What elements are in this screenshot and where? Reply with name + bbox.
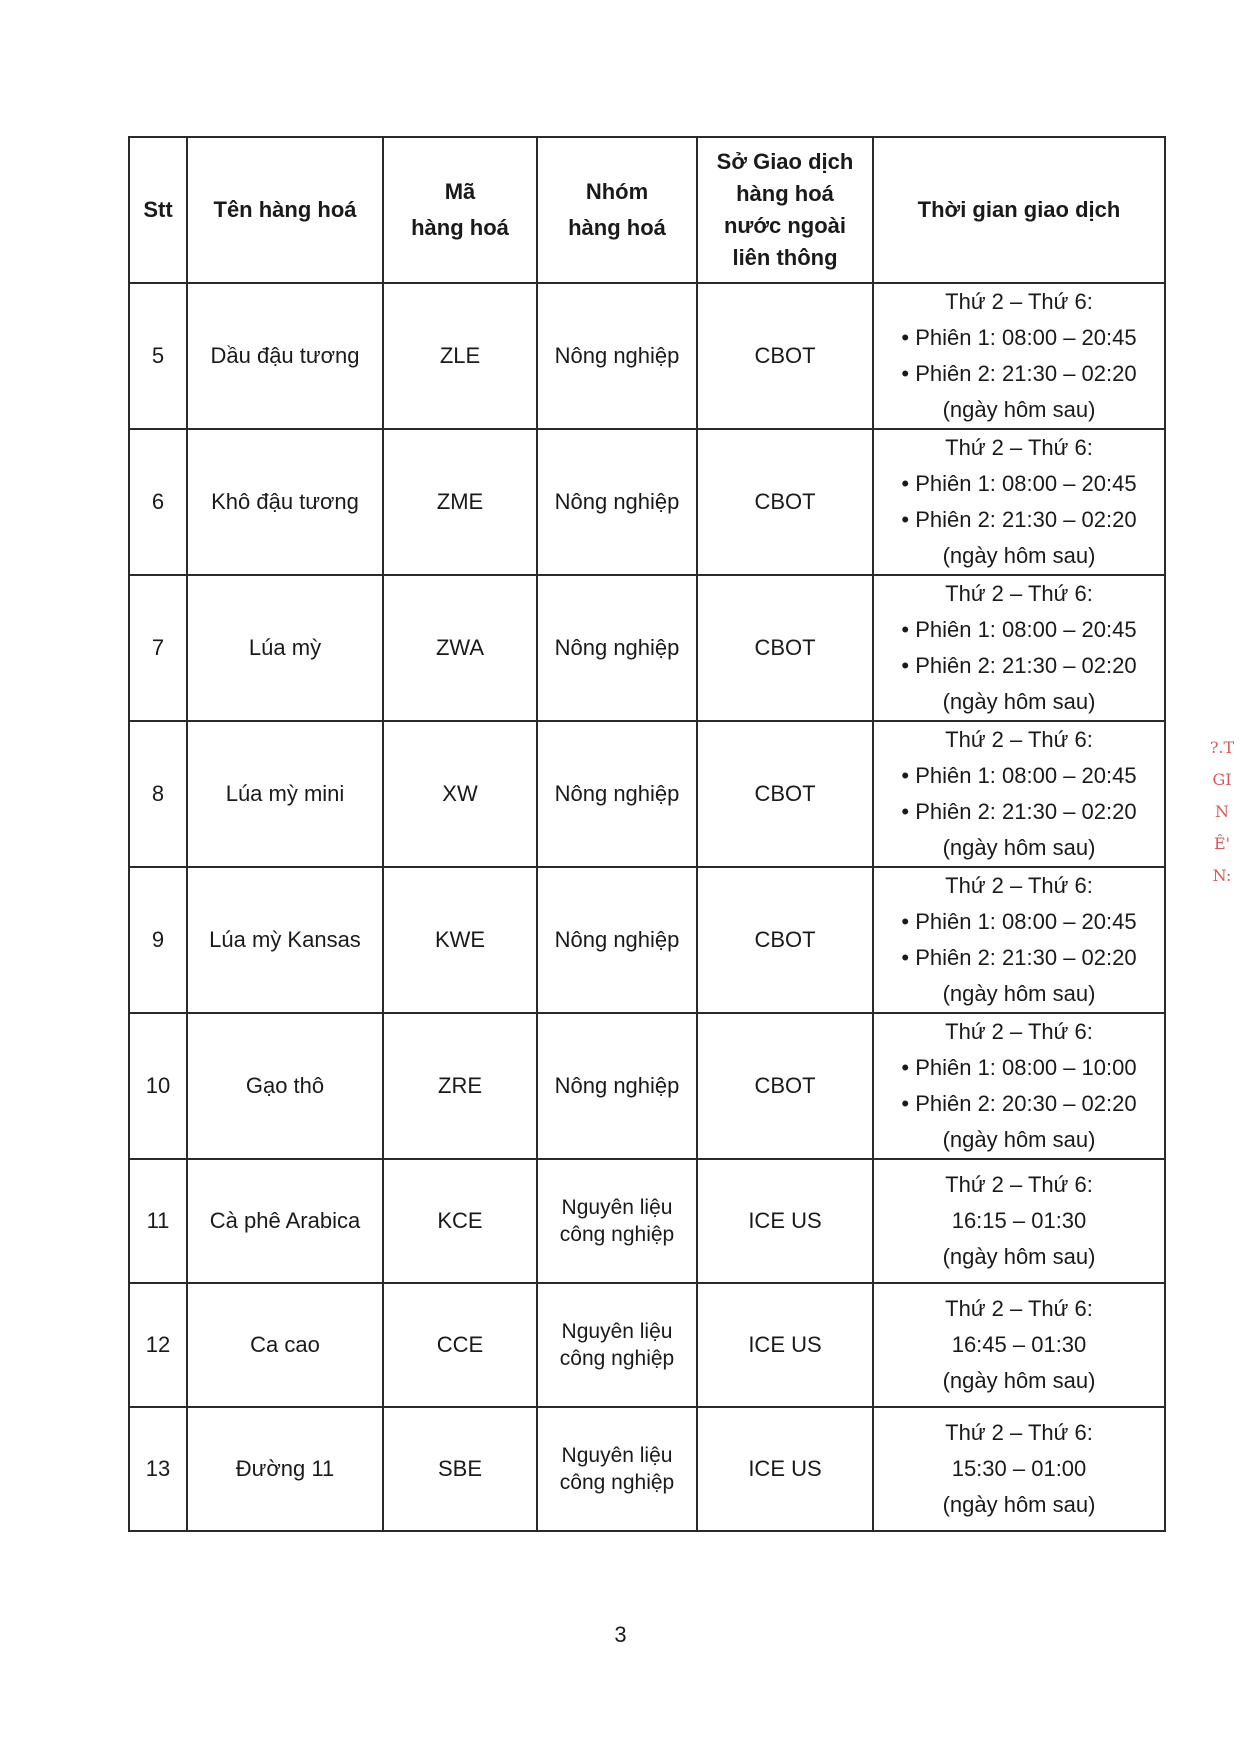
cell-exchange: CBOT — [697, 429, 873, 575]
table-row — [129, 429, 1165, 575]
cell-code: ZWA — [383, 575, 537, 721]
cell-group: Nguyên liệu công nghiệp — [537, 1159, 697, 1283]
cell-name: Khô đậu tương — [187, 429, 383, 575]
cell-stt: 8 — [129, 721, 187, 867]
stamp-text: ?.T — [1209, 738, 1235, 757]
cell-group: Nguyên liệu công nghiệp — [537, 1283, 697, 1407]
stamp-text: GI — [1212, 770, 1232, 789]
cell-exchange: CBOT — [697, 867, 873, 1013]
cell-trading-time: Thứ 2 – Thứ 6: • Phiên 1: 08:00 – 10:00 • Phiên 2: 20:30 – 02:20 (ngày hôm sau) — [873, 1013, 1165, 1159]
table-header-row — [129, 137, 1165, 283]
cell-name: Ca cao — [187, 1283, 383, 1407]
cell-name: Lúa mỳ Kansas — [187, 867, 383, 1013]
cell-exchange: CBOT — [697, 283, 873, 429]
table-row — [129, 1159, 1165, 1283]
cell-name: Cà phê Arabica — [187, 1159, 383, 1283]
cell-exchange: CBOT — [697, 721, 873, 867]
cell-trading-time: Thứ 2 – Thứ 6: • Phiên 1: 08:00 – 20:45 • Phiên 2: 21:30 – 02:20 (ngày hôm sau) — [873, 429, 1165, 575]
cell-trading-time: Thứ 2 – Thứ 6: 15:30 – 01:00 (ngày hôm sau) — [873, 1407, 1165, 1531]
stamp-text: N — [1215, 802, 1229, 821]
cell-trading-time: Thứ 2 – Thứ 6: • Phiên 1: 08:00 – 20:45 • Phiên 2: 21:30 – 02:20 (ngày hôm sau) — [873, 721, 1165, 867]
header-stt: Stt — [129, 137, 187, 283]
cell-stt: 12 — [129, 1283, 187, 1407]
commodity-trading-table — [128, 136, 1166, 1532]
cell-trading-time: Thứ 2 – Thứ 6: • Phiên 1: 08:00 – 20:45 • Phiên 2: 21:30 – 02:20 (ngày hôm sau) — [873, 283, 1165, 429]
cell-code: KWE — [383, 867, 537, 1013]
cell-code: ZME — [383, 429, 537, 575]
cell-name: Gạo thô — [187, 1013, 383, 1159]
header-group: Nhóm hàng hoá — [537, 137, 697, 283]
cell-stt: 6 — [129, 429, 187, 575]
cell-group: Nguyên liệu công nghiệp — [537, 1407, 697, 1531]
cell-trading-time: Thứ 2 – Thứ 6: • Phiên 1: 08:00 – 20:45 • Phiên 2: 21:30 – 02:20 (ngày hôm sau) — [873, 867, 1165, 1013]
table-row — [129, 1283, 1165, 1407]
header-name: Tên hàng hoá — [187, 137, 383, 283]
cell-code: ZRE — [383, 1013, 537, 1159]
stamp-text: N: — [1212, 866, 1232, 885]
cell-trading-time: Thứ 2 – Thứ 6: • Phiên 1: 08:00 – 20:45 • Phiên 2: 21:30 – 02:20 (ngày hôm sau) — [873, 575, 1165, 721]
cell-trading-time: Thứ 2 – Thứ 6: 16:15 – 01:30 (ngày hôm sau) — [873, 1159, 1165, 1283]
cell-group: Nông nghiệp — [537, 283, 697, 429]
header-code: Mã hàng hoá — [383, 137, 537, 283]
header-exchange: Sở Giao dịch hàng hoá nước ngoài liên thông — [697, 137, 873, 283]
cell-exchange: ICE US — [697, 1159, 873, 1283]
cell-group: Nông nghiệp — [537, 1013, 697, 1159]
page-number: 3 — [614, 1622, 627, 1647]
cell-code: KCE — [383, 1159, 537, 1283]
cell-stt: 7 — [129, 575, 187, 721]
table-row — [129, 575, 1165, 721]
cell-stt: 10 — [129, 1013, 187, 1159]
cell-trading-time: Thứ 2 – Thứ 6: 16:45 – 01:30 (ngày hôm sau) — [873, 1283, 1165, 1407]
red-stamp-fragment — [1209, 732, 1235, 892]
cell-group: Nông nghiệp — [537, 575, 697, 721]
cell-stt: 9 — [129, 867, 187, 1013]
cell-exchange: CBOT — [697, 1013, 873, 1159]
table-row — [129, 1013, 1165, 1159]
cell-code: ZLE — [383, 283, 537, 429]
header-trading-time: Thời gian giao dịch — [873, 137, 1165, 283]
stamp-text: Ê' — [1213, 834, 1231, 853]
table-row — [129, 721, 1165, 867]
cell-code: CCE — [383, 1283, 537, 1407]
cell-code: XW — [383, 721, 537, 867]
cell-group: Nông nghiệp — [537, 429, 697, 575]
table-row — [129, 867, 1165, 1013]
cell-name: Lúa mỳ mini — [187, 721, 383, 867]
cell-name: Lúa mỳ — [187, 575, 383, 721]
table-row — [129, 1407, 1165, 1531]
cell-code: SBE — [383, 1407, 537, 1531]
cell-exchange: ICE US — [697, 1283, 873, 1407]
cell-stt: 5 — [129, 283, 187, 429]
cell-group: Nông nghiệp — [537, 721, 697, 867]
cell-name: Dầu đậu tương — [187, 283, 383, 429]
cell-exchange: CBOT — [697, 575, 873, 721]
cell-stt: 11 — [129, 1159, 187, 1283]
cell-stt: 13 — [129, 1407, 187, 1531]
cell-name: Đường 11 — [187, 1407, 383, 1531]
cell-exchange: ICE US — [697, 1407, 873, 1531]
cell-group: Nông nghiệp — [537, 867, 697, 1013]
table-row — [129, 283, 1165, 429]
